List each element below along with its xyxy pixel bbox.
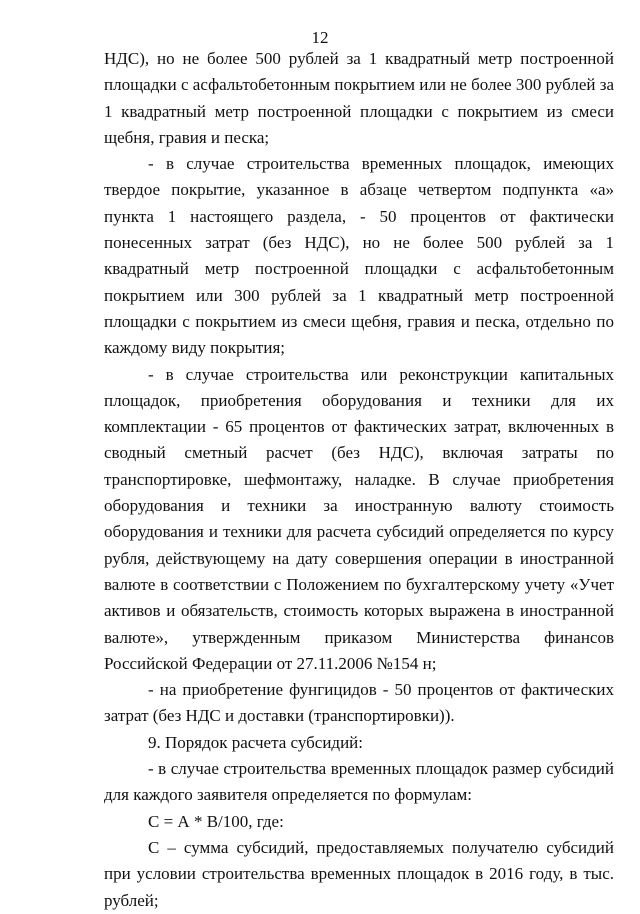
formula: С = А * В/100, где:: [148, 811, 284, 831]
paragraph-temporary-sites: - в случае строительства временных площадок, имеющих твердое покрытие, указанное в абзаце четвертом подпункта «а» пункта 1 настоящего раздела, - 50 процентов от фактически понесенных затрат (без НДС), но не более 500 рублей за 1 квадратный метр построенной площадки с асфальтобетонным покрытием или 300 рублей за 1 квадратный метр построенной площадки с покрытием из смеси щебня, гравия и песка, отдельно по каждому виду покрытия;: [104, 154, 614, 358]
paragraph-capital-sites: - в случае строительства или реконструкции капитальных площадок, приобретения оборудования и техники для их комплектации - 65 процентов от фактических затрат, включенных в сводный сметный расчет (без НДС), включая затраты по транспортировке, шефмонтажу, наладке. В случае приобретения оборудования и техники за иностранную валюту стоимость оборудования и техники для расчета субсидий определяется по курсу рубля, действующему на дату совершения операции в иностранной валюте в соответствии с Положением по бухгалтерскому учету «Учет активов и обязательств, стоимость которых выражена в иностранной валюте», утвержденным приказом Министерства финансов Российской Федерации от 27.11.2006 №154 н;: [104, 364, 614, 673]
paragraph-fungicides: - на приобретение фунгицидов - 50 процентов от фактических затрат (без НДС и доставки (транспортировки)).: [104, 680, 614, 726]
paragraph-continuation: НДС), но не более 500 рублей за 1 квадратный метр построенной площадки с асфальтобетонным покрытием или не более 300 рублей за 1 квадратный метр построенной площадки с покрытием из смеси щебня, гравия и песка;: [104, 49, 614, 147]
page-number: 12: [311, 28, 329, 47]
document-body: [104, 46, 614, 914]
paragraph-calculation-rule: - в случае строительства временных площадок размер субсидий для каждого заявителя определяется по формулам:: [104, 759, 614, 805]
section-heading-calculation: 9. Порядок расчета субсидий:: [148, 732, 363, 752]
paragraph-definition-c: С – сумма субсидий, предоставляемых получателю субсидий при условии строительства временных площадок в 2016 году, в тыс. рублей;: [104, 837, 614, 910]
